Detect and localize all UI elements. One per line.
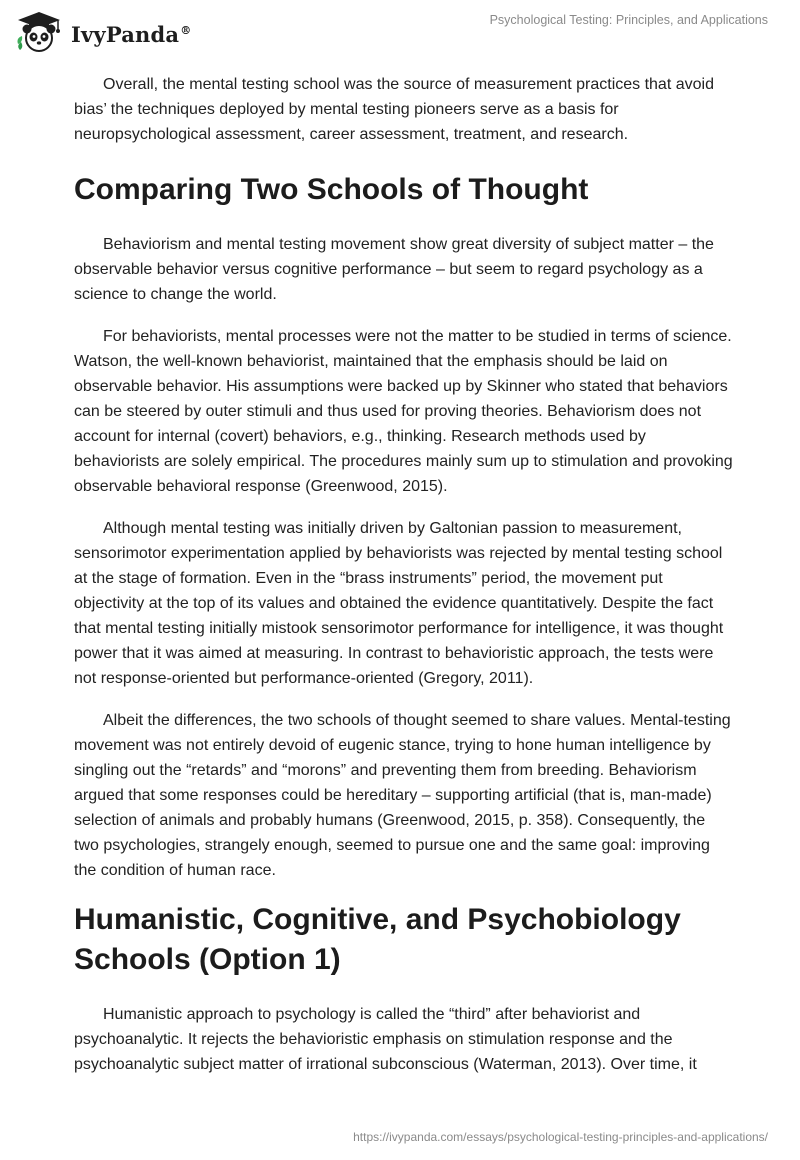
section-heading-humanistic-schools: Humanistic, Cognitive, and Psychobiology Schools (Option 1) — [74, 903, 681, 976]
intro-paragraph: Overall, the mental testing school was the source of measurement practices that avoid bias’ the techniques deployed by mental testing pioneers serve as a basis for neuropsychological assessment, career assessment, treatment, and research. — [74, 76, 714, 143]
paragraph: For behaviorists, mental processes were not the matter to be studied in terms of science. Watson, the well-known behaviorist, maintained that the emphasis should be laid on observable behavior. His assumptions were backed up by Skinner who stated that behaviors can be steered by outer stimuli and thus used for proving theories. Behaviorism does not account for internal (covert) behaviors, e.g., thinking. Research methods used by behaviorists are solely empirical. The procedures mainly sum up to stimulation and provoking observable behavioral response (Greenwood, 2015). — [74, 328, 733, 495]
essay-body — [74, 72, 734, 1094]
paragraph: Behaviorism and mental testing movement show great diversity of subject matter – the observable behavior versus cognitive performance – but seem to regard psychology as a science to change the world. — [74, 236, 714, 303]
paragraph: Humanistic approach to psychology is called the “third” after behaviorist and psychoanalytic. It rejects the behavioristic emphasis on stimulation response and the psychoanalytic subject matter of irrational subconscious (Waterman, 2013). Over time, it — [74, 1006, 697, 1073]
section-heading-comparing-schools: Comparing Two Schools of Thought — [74, 173, 589, 206]
panda-graduation-cap-icon — [14, 10, 64, 54]
document-title: Psychological Testing: Principles, and Applications — [489, 13, 768, 27]
ivypanda-logo[interactable] — [14, 10, 191, 54]
source-url[interactable]: https://ivypanda.com/essays/psychological-testing-principles-and-applications/ — [353, 1130, 768, 1144]
paragraph: Although mental testing was initially driven by Galtonian passion to measurement, sensorimotor experimentation applied by behaviorists was rejected by mental testing school at the stage of formation. Even in the “brass instruments” period, the movement put objectivity at the top of its values and obtained the evidence quantitatively. Despite the fact that mental testing initially mistook sensorimotor performance for intelligence, it was thought power that it was aimed at measuring. In contrast to behavioristic approach, the tests were not response-oriented but performance-oriented (Gregory, 2011). — [74, 520, 724, 687]
logo-text: IvyPanda® — [71, 21, 192, 47]
registered-mark: ® — [180, 23, 192, 37]
paragraph: Albeit the differences, the two schools of thought seemed to share values. Mental-testing movement was not entirely devoid of eugenic stance, trying to hone human intelligence by singling out the “retards” and “morons” and preventing them from breeding. Behaviorism argued that some responses could be hereditary – supporting artificial (that is, man-made) selection of animals and probably humans (Greenwood, 2015, p. 358). Consequently, the two psychologies, strangely enough, seemed to pursue one and the same goal: improving the condition of human race. — [74, 712, 731, 879]
page-header — [0, 0, 800, 64]
